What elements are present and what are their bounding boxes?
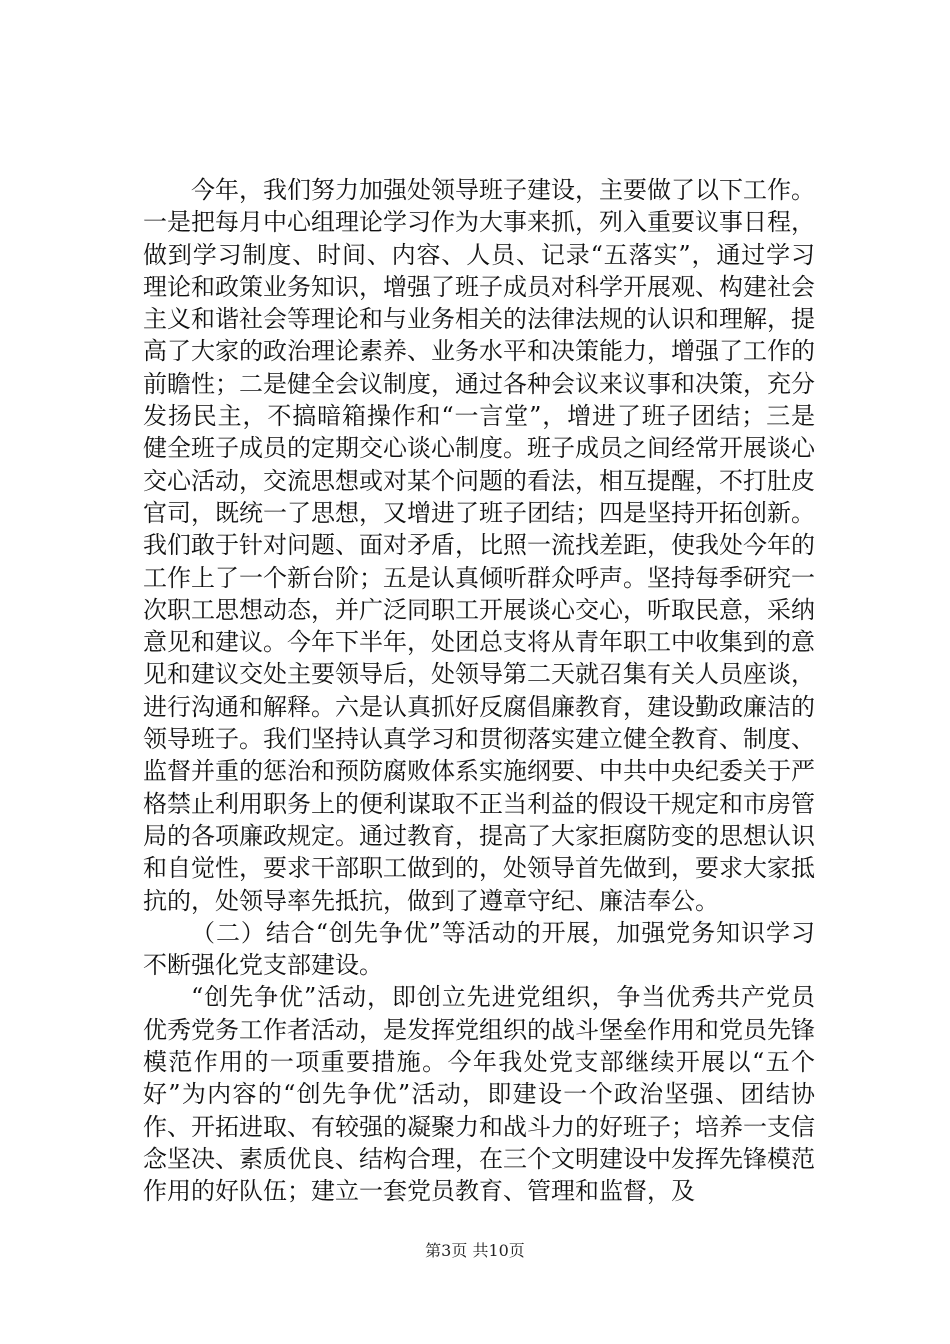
paragraph-leadership-building: 今年，我们努力加强处领导班子建设，主要做了以下工作。一是把每月中心组理论学习作为大事来抓，列入重要议事日程，做到学习制度、时间、内容、人员、记录“五落实”，通过学习理论和政策业务知识，增强了班子成员对科学开展观、构建社会主义和谐社会等理论和与业务相关的法律法规的认识和理解，提高了大家的政治理论素养、业务水平和决策能力，增强了工作的前瞻性；二是健全会议制度，通过各种会议来议事和决策，充分发扬民主，不搞暗箱操作和“一言堂”，增进了班子团结；三是健全班子成员的定期交心谈心制度。班子成员之间经常开展谈心交心活动，交流思想或对某个问题的看法，相互提醒，不打肚皮官司，既统一了思想，又增进了班子团结；四是坚持开拓创新。我们敢于针对问题、面对矛盾，比照一流找差距，使我处今年的工作上了一个新台阶；五是认真倾听群众呼声。坚持每季研究一次职工思想动态，并广泛同职工开展谈心交心，听取民意，采纳意见和建议。今年下半年，处团总支将从青年职工中收集到的意见和建议交处主要领导后，处领导第二天就召集有关人员座谈，进行沟通和解释。六是认真抓好反腐倡廉教育，建设勤政廉洁的领导班子。我们坚持认真学习和贯彻落实建立健全教育、制度、监督并重的惩治和预防腐败体系实施纲要、中共中央纪委关于严格禁止利用职务上的便利谋取不正当利益的假设干规定和市房管局的各项廉政规定。通过教育，提高了大家拒腐防变的思想认识和自觉性，要求干部职工做到的，处领导首先做到，要求大家抵抗的，处领导率先抵抗，做到了遵章守纪、廉洁奉公。 [143, 176, 815, 915]
paragraph-excellence-campaign: “创先争优”活动，即创立先进党组织，争当优秀共产党员优秀党务工作者活动，是发挥党组织的战斗堡垒作用和党员先锋模范作用的一项重要措施。今年我处党支部继续开展以“五个好”为内容的“创先争优”活动，即建设一个政治坚强、团结协作、开拓进取、有较强的凝聚力和战斗力的好班子；培养一支信念坚决、素质优良、结构合理，在三个文明建设中发挥先锋模范作用的好队伍；建立一套党员教育、管理和监督，及 [143, 983, 815, 1206]
paragraph-section-heading: （二）结合“创先争优”等活动的开展，加强党务知识学习不断强化党支部建设。 [143, 918, 815, 980]
page-number-footer: 第3页 共10页 [425, 1241, 525, 1260]
document-body [143, 174, 815, 1208]
